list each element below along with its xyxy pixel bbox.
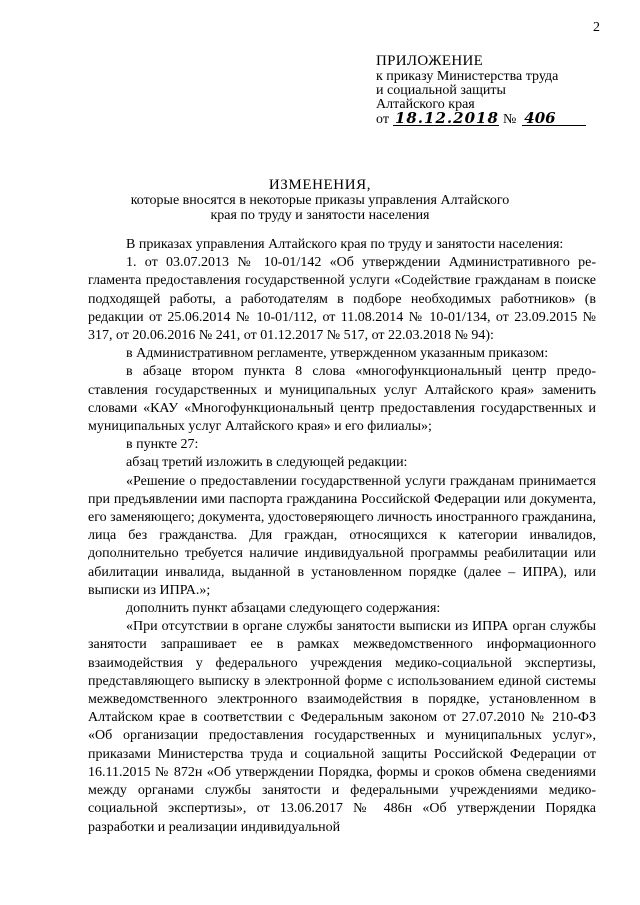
- title-heading: ИЗМЕНЕНИЯ,: [268, 177, 372, 193]
- appendix-line-1: к приказу Министерства труда: [376, 69, 559, 84]
- paragraph-third-abstract: абзац третий изложить в следующей редакции:: [126, 455, 408, 471]
- paragraph-item-1: 1. от 03.07.2013 № 10-01/142 «Об утверждении Административного регламента предоставления государственной услуги «Содействие гражданам в поиске подходящей работы, а работодателям в подборе необходимых работников» (в редакции от 25.06.2014 № 10-01/112, от 11.08.2014 № 10-01/134, от 23.09.2015 № 317, от 20.06.2016 № 241, от 01.12.2017 № 517, от 22.03.2018 № 94):: [88, 255, 596, 344]
- appendix-header: [376, 54, 586, 127]
- appendix-date-row: [376, 109, 586, 127]
- title-line-2: края по труду и занятости населения: [210, 208, 430, 223]
- appendix-line-3: Алтайского края: [376, 97, 475, 112]
- paragraph-intro: В приказах управления Алтайского края по труду и занятости населения:: [126, 237, 564, 252]
- page-number: 2: [593, 20, 600, 35]
- document-title: [0, 178, 640, 223]
- handwritten-date: 18.12.2018: [394, 109, 499, 127]
- appendix-heading: ПРИЛОЖЕНИЕ: [376, 53, 484, 69]
- from-label: от: [376, 112, 389, 127]
- title-line-1: которые вносятся в некоторые приказы управления Алтайского: [130, 193, 510, 208]
- paragraph-decision-quote: «Решение о предоставлении государственной услуги гражданам принимается при предъявлении ими паспорта гражданина Российской Федерации или документа, его заменяющего; документа, удостоверяющего личность иностранного гражданина, лица без гражданства. Для граждан, относящихся к категории инвалидов, дополнительно требуется наличие индивидуальной программы реабилитации или абилитации инвалида, выданной в установленном порядке (далее – ИПРА), или выписки из ИПРА.»;: [88, 473, 596, 598]
- number-label: №: [502, 112, 517, 127]
- paragraph-ipra-quote: «При отсутствии в органе службы занятости выписки из ИПРА орган службы занятости запрашивает ее в рамках межведомственного информационного взаимодействия у федерального учреждения медико-социальной экспертизы, представляющего выписку в электронной форме с использованием единой системы межведомственного электронного взаимодействия в порядке, установленном в Алтайском крае в соответствии с Федеральным законом от 27.07.2010 № 210-ФЗ «Об организации предоставления государственных и муниципальных услуг», приказами Министерства труда и социальной защиты Российской Федерации от 16.11.2015 № 872н «Об утверждении Порядка, формы и сроков обмена сведениями между органами службы занятости и федеральными учреждениями медико-социальной экспертизы», от 13.06.2017 № 486н «Об утверждении Порядка разработки и реализации индивидуальной: [88, 619, 596, 835]
- paragraph-clause-27: в пункте 27:: [126, 437, 199, 453]
- paragraph-clause-8: в абзаце втором пункта 8 слова «многофункциональный центр предоставления государственных и муниципальных услуг Алтайского края» заменить словами «КАУ «Многофункциональный центр предоставления государственных и муниципальных услуг Алтайского края» и его филиалы»;: [88, 364, 596, 435]
- handwritten-number: 406: [522, 112, 586, 126]
- paragraph-regulation: в Административном регламенте, утвержденном указанным приказом:: [126, 346, 549, 362]
- paragraph-supplement: дополнить пункт абзацами следующего содержания:: [126, 601, 441, 617]
- document-body: [88, 236, 596, 837]
- appendix-line-2: и социальной защиты: [376, 83, 506, 98]
